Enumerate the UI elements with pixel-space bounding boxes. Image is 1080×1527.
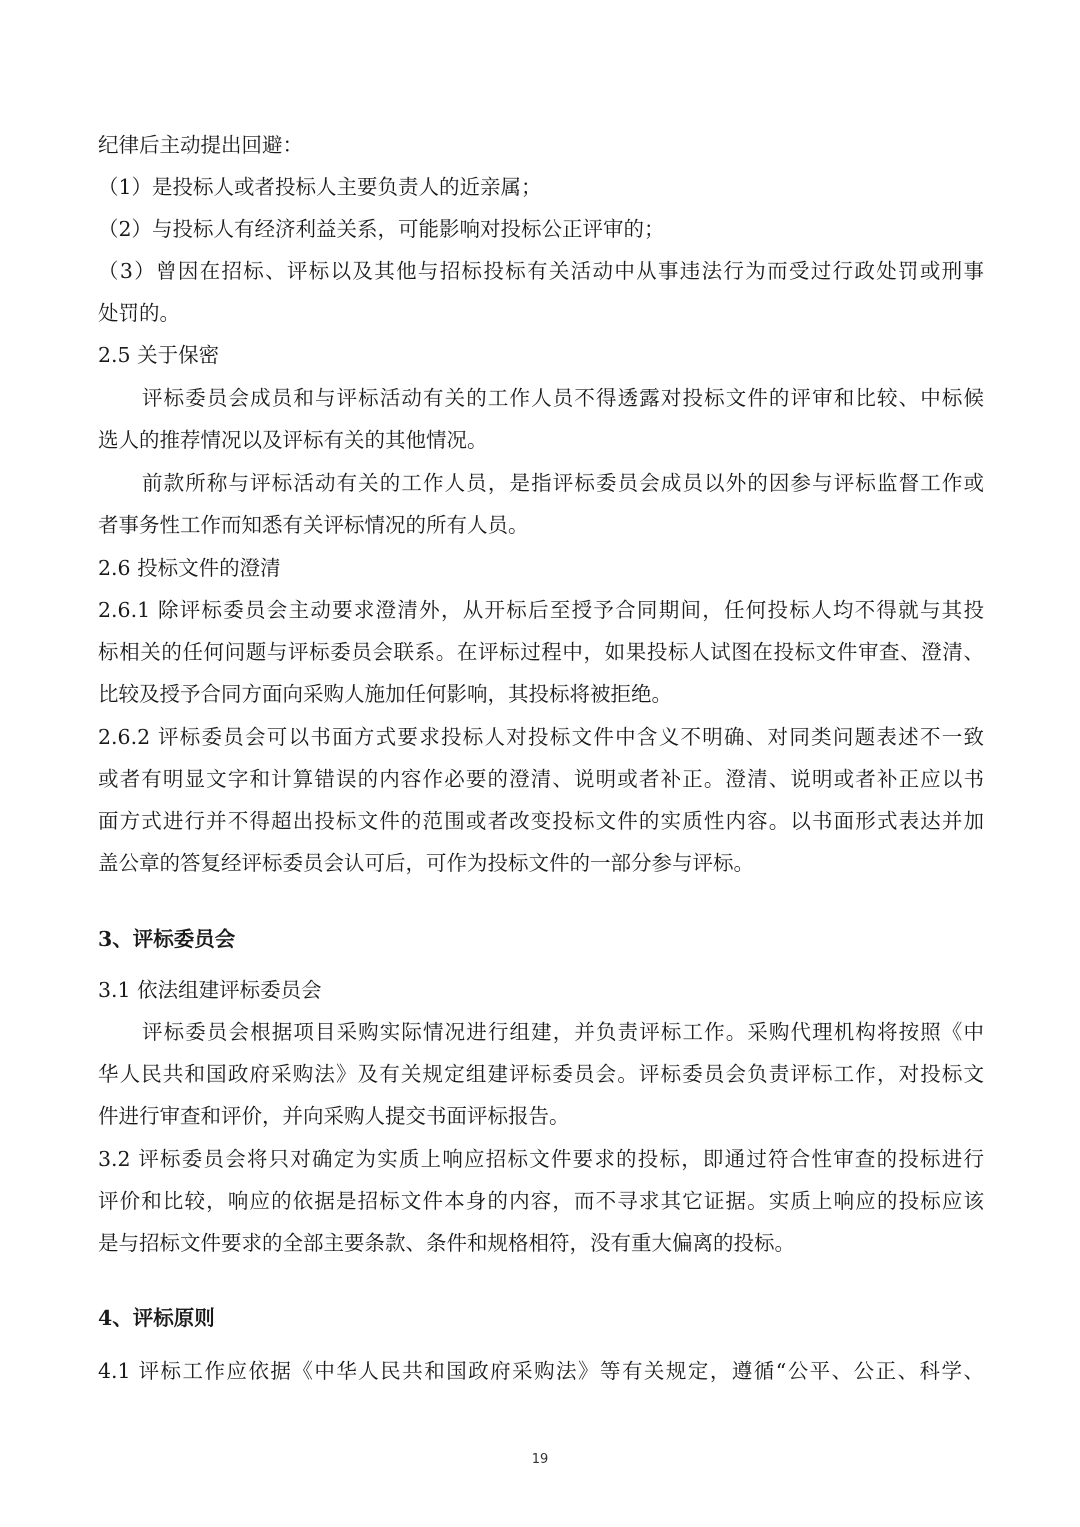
list-item: （1）是投标人或者投标人主要负责人的近亲属； <box>98 175 542 199</box>
paragraph-line: 4.1 评标工作应依据《中华人民共和国政府采购法》等有关规定，遵循“公平、公正、科学、 <box>98 1359 984 1383</box>
paragraph-line: 比较及授予合同方面向采购人施加任何影响，其投标将被拒绝。 <box>98 682 672 706</box>
paragraph-line: 2.6.1 除评标委员会主动要求澄清外，从开标后至授予合同期间，任何投标人均不得就与其投 <box>98 598 984 622</box>
paragraph-line: 评标委员会根据项目采购实际情况进行组建，并负责评标工作。采购代理机构将按照《中 <box>142 1020 984 1044</box>
page-number: 19 <box>531 1452 549 1467</box>
paragraph-line: 面方式进行并不得超出投标文件的范围或者改变投标文件的实质性内容。以书面形式表达并加 <box>98 809 984 833</box>
paragraph-line: 华人民共和国政府采购法》及有关规定组建评标委员会。评标委员会负责评标工作，对投标文 <box>98 1062 984 1086</box>
paragraph-line: 或者有明显文字和计算错误的内容作必要的澄清、说明或者补正。澄清、说明或者补正应以书 <box>98 767 984 791</box>
paragraph-line: 2.6.2 评标委员会可以书面方式要求投标人对投标文件中含义不明确、对同类问题表述不一致 <box>98 725 984 749</box>
section-heading: 2.5 关于保密 <box>98 343 220 367</box>
section-heading: 2.6 投标文件的澄清 <box>98 556 281 580</box>
text-line: 纪律后主动提出回避： <box>98 133 303 157</box>
chapter-heading: 3、评标委员会 <box>98 927 236 951</box>
chapter-heading: 4、评标原则 <box>98 1306 215 1330</box>
list-item: （2）与投标人有经济利益关系，可能影响对投标公正评审的； <box>98 217 665 241</box>
paragraph-line: 盖公章的答复经评标委员会认可后，可作为投标文件的一部分参与评标。 <box>98 851 754 875</box>
paragraph-line: 件进行审查和评价，并向采购人提交书面评标报告。 <box>98 1104 570 1128</box>
paragraph-line: 者事务性工作而知悉有关评标情况的所有人员。 <box>98 513 529 537</box>
paragraph-line: 评价和比较，响应的依据是招标文件本身的内容，而不寻求其它证据。实质上响应的投标应该 <box>98 1189 984 1213</box>
paragraph-line: 选人的推荐情况以及评标有关的其他情况。 <box>98 428 488 452</box>
text-line: 处罚的。 <box>98 301 180 325</box>
paragraph-line: 评标委员会成员和与评标活动有关的工作人员不得透露对投标文件的评审和比较、中标候 <box>142 386 984 410</box>
paragraph-line: 3.2 评标委员会将只对确定为实质上响应招标文件要求的投标，即通过符合性审查的投标进行 <box>98 1147 984 1171</box>
section-heading: 3.1 依法组建评标委员会 <box>98 978 322 1002</box>
list-item: （3）曾因在招标、评标以及其他与招标投标有关活动中从事违法行为而受过行政处罚或刑事 <box>98 259 984 283</box>
paragraph-line: 是与招标文件要求的全部主要条款、条件和规格相符，没有重大偏离的投标。 <box>98 1231 795 1255</box>
paragraph-line: 前款所称与评标活动有关的工作人员，是指评标委员会成员以外的因参与评标监督工作或 <box>142 471 984 495</box>
paragraph-line: 标相关的任何问题与评标委员会联系。在评标过程中，如果投标人试图在投标文件审查、澄清、 <box>98 640 984 664</box>
